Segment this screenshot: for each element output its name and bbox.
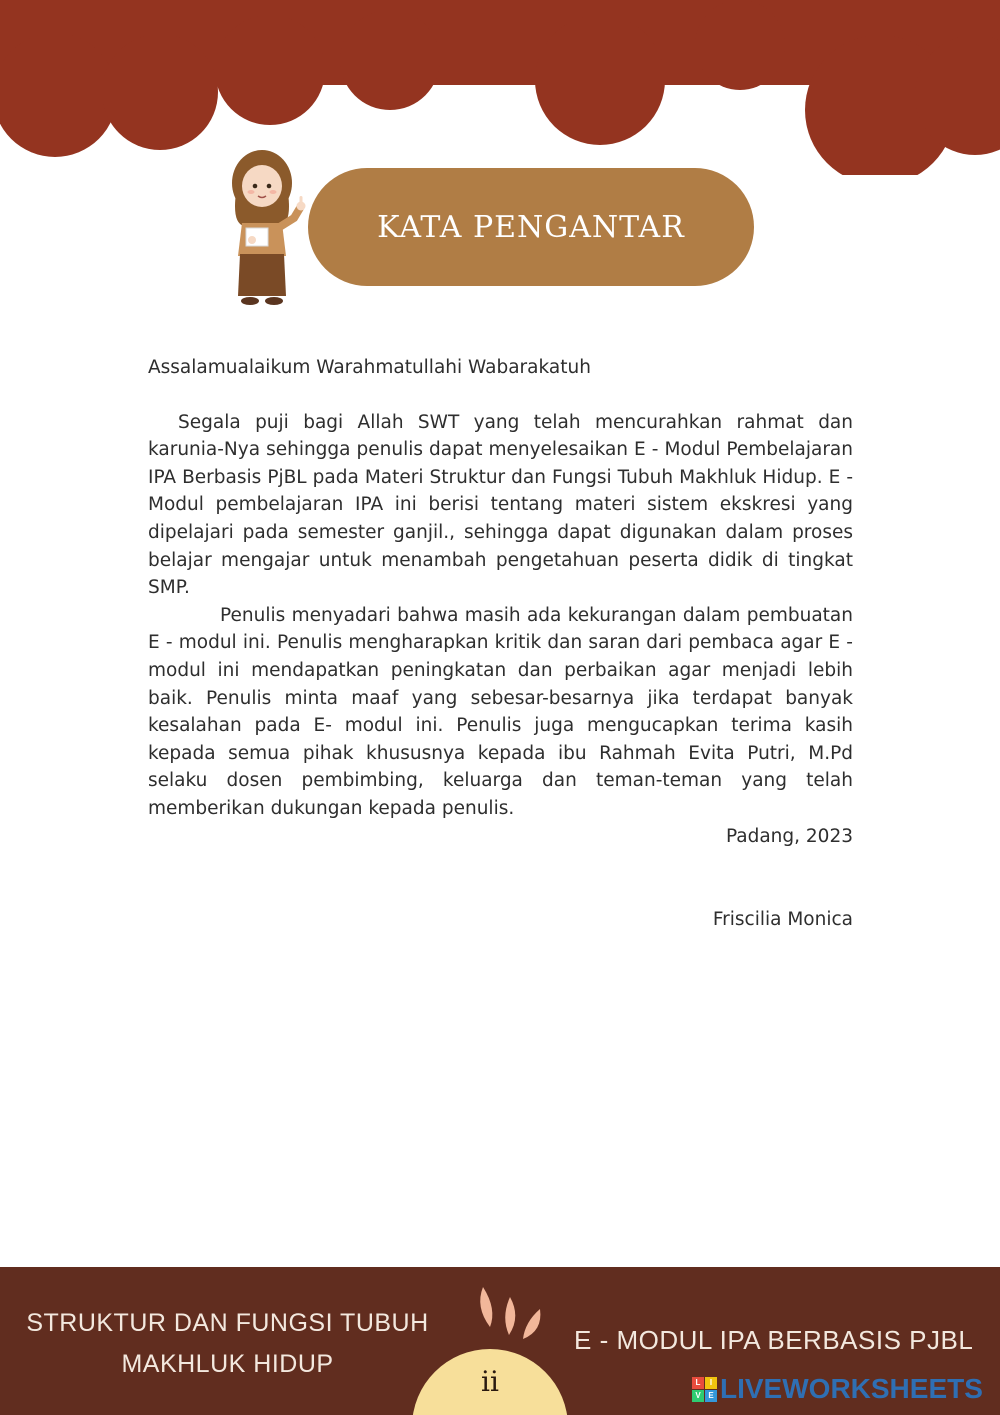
footer-left-line-2: MAKHLUK HIDUP	[121, 1350, 334, 1378]
foreword-content	[148, 354, 853, 934]
place-date: Padang, 2023	[725, 825, 853, 847]
logo-letter-e: E	[705, 1390, 717, 1402]
scalloped-header-decoration	[0, 0, 1000, 175]
footer-subject-title	[0, 1303, 455, 1385]
watermark-text: LIVEWORKSHEETS	[720, 1373, 983, 1404]
page-title: KATA PENGANTAR	[377, 209, 685, 245]
logo-letter-l: L	[692, 1377, 704, 1389]
footer-left-line-1: STRUKTUR DAN FUNGSI TUBUH	[26, 1309, 429, 1337]
teacher-character-illustration	[222, 148, 314, 308]
page-number: ii	[481, 1365, 499, 1398]
paragraph-2: Penulis menyadari bahwa masih ada kekurangan dalam pembuatan E - modul ini. Penulis mengharapkan kritik dan saran dari pembaca agar E - modul ini mendapatkan peningkatan dan perbaikan agar menjadi lebih baik. Penulis minta maaf yang sebesar-besarnya jika terdapat banyak kesalahan pada E- modul ini. Penulis juga mengucapkan terima kasih kepada semua pihak khususnya kepada ibu Rahmah Evita Putri, M.Pd selaku dosen pembimbing, keluarga dan teman-teman yang telah memberikan dukungan kepada penulis.	[148, 604, 853, 819]
author-name: Friscilia Monica	[712, 909, 853, 931]
greeting-line: Assalamualaikum Warahmatullahi Wabarakatuh	[148, 357, 591, 378]
logo-letter-i: I	[705, 1377, 717, 1389]
page-footer	[0, 1267, 1000, 1415]
footer-module-title: E - MODUL IPA BERBASIS PJBL	[574, 1325, 974, 1355]
title-banner	[308, 168, 754, 286]
liveworksheets-watermark[interactable]	[692, 1373, 983, 1405]
paragraph-1: Segala puji bagi Allah SWT yang telah mencurahkan rahmat dan karunia-Nya sehingga penulis dapat menyelesaikan E - Modul Pembelajaran IPA Berbasis PjBL pada Materi Struktur dan Fungsi Tubuh Makhluk Hidup. E - Modul pembelajaran IPA ini berisi tentang materi sistem ekskresi yang dipelajari pada semester ganjil., sehingga dapat digunakan dalam proses belajar mengajar untuk menambah pengetahuan peserta didik di tingkat SMP.	[148, 411, 853, 599]
logo-letter-v: V	[692, 1390, 704, 1402]
liveworksheets-logo-icon	[692, 1377, 717, 1402]
